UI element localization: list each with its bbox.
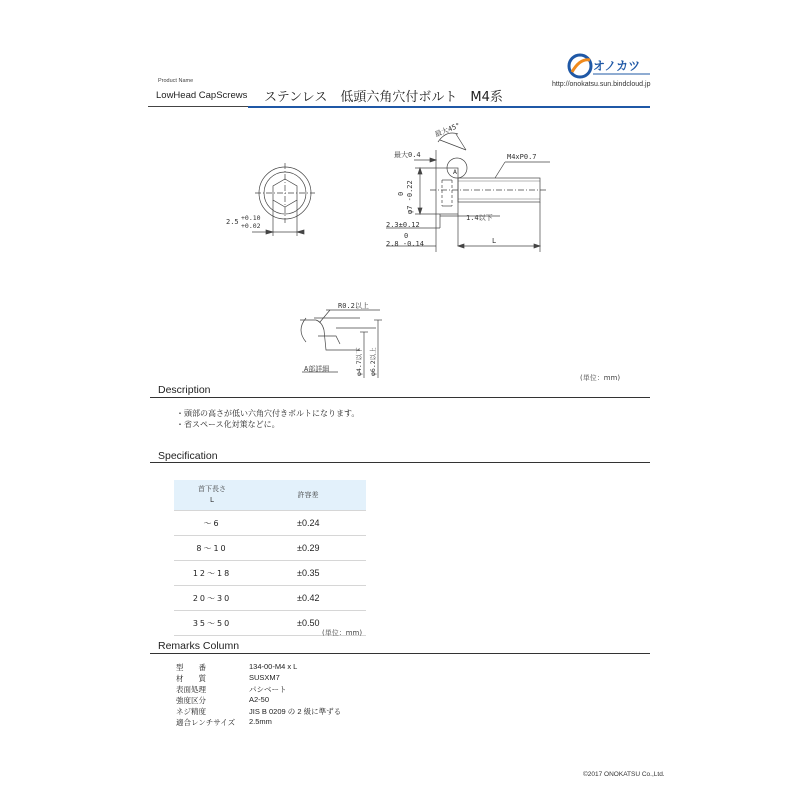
spec-unit-note: (単位：mm) [322,629,363,637]
remark-value: SUSXM7 [249,673,280,682]
table-row [174,561,366,586]
dim-max45: 最大45° [433,121,462,139]
description-line: ・省スペース化対策などに。 [176,420,280,429]
dim-r02: R0.2以上 [338,302,369,310]
dim-hex-tol-lower: +0.02 [241,222,261,230]
remark-label: 表面処理 [176,685,206,694]
cell-tolerance: ±0.50 [250,611,366,636]
dim-head-dia: φ7 -0.22 [406,180,414,214]
description-line: ・頭部の高さが低い六角穴付きボルトになります。 [176,409,360,418]
drawing-unit-note: (単位：mm) [580,374,621,382]
dim-thread: M4xP0.7 [507,153,537,161]
technical-drawing [0,0,800,390]
cell-length: ～6 [174,511,250,536]
bolt-end-view [252,163,315,236]
description-title: Description [158,384,211,396]
dim-h23: 2.3±0.12 [386,221,420,229]
dim-max04: 最大0.4 [394,151,421,159]
header-length [174,480,250,511]
cell-length: 20～30 [174,586,250,611]
description-rule [150,397,650,398]
remark-label: 材 質 [176,674,206,683]
cell-length: 12～18 [174,561,250,586]
dim-dia62: φ6.2以上 [369,347,377,376]
dim-head-dia-upper: 0 [397,191,405,196]
product-name-label: Product Name [158,78,194,84]
specification-table [174,480,366,636]
remark-value: 134-00-M4 x L [249,662,298,671]
cell-tolerance: ±0.35 [250,561,366,586]
remark-value: 2.5mm [249,717,272,726]
cell-tolerance: ±0.29 [250,536,366,561]
page-title: ステンレス 低頭六角穴付ボルト M4系 [264,90,503,105]
remarks-rule [150,653,650,654]
cell-tolerance: ±0.42 [250,586,366,611]
dim-hex-tol-upper: +0.10 [241,214,261,222]
header-length-line1: 首下長さ [198,485,226,493]
specification-rule [150,462,650,463]
remark-label: 強度区分 [176,696,206,705]
detail-a-marker: A [453,168,457,176]
remark-label: 適合レンチサイズ [176,718,236,727]
remark-label: 型 番 [176,663,206,672]
detail-a-label: A部詳細 [304,365,330,373]
header-tolerance: 許容差 [250,480,366,511]
specification-title: Specification [158,450,218,462]
copyright: ©2017 ONOKATSU Co.,Ltd. [583,771,665,778]
remarks-title: Remarks Column [158,640,240,652]
product-name: LowHead CapScrews [156,90,248,101]
dim-length: L [492,237,497,245]
table-row [174,511,366,536]
header-length-line2: L [210,496,214,504]
table-header-row [174,480,366,511]
dim-h28: 2.8 -0.14 [386,240,424,248]
cell-tolerance: ±0.24 [250,511,366,536]
logo-url: http://onokatsu.sun.bindcloud.jp [552,81,651,88]
remark-value: パシベート [249,685,287,694]
remark-value: JIS B 0209 の 2 級に準ずる [249,707,342,716]
dim-hex: 2.5 [226,218,239,226]
remark-label: ネジ精度 [176,707,206,716]
cell-length: 35～50 [174,611,250,636]
dim-min14: 1.4以下 [466,214,493,222]
dim-h28-upper: 0 [404,232,409,240]
remark-value: A2-50 [249,695,270,704]
dim-dia47: φ4.7以下 [355,347,363,376]
table-row [174,586,366,611]
cell-length: 8～10 [174,536,250,561]
table-row [174,536,366,561]
logo-text: オノカツ [593,59,641,73]
